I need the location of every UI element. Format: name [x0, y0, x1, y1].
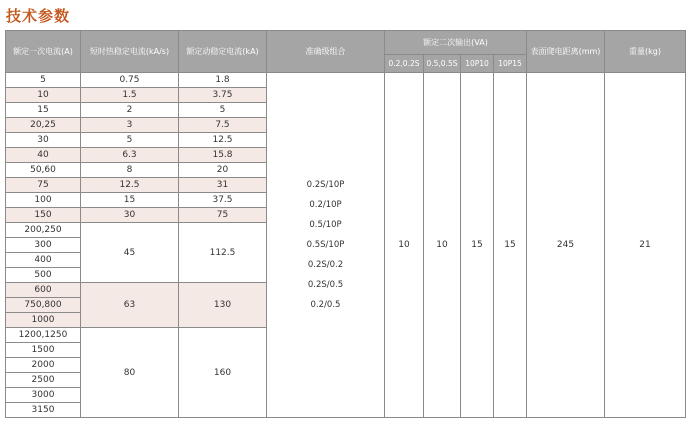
thermal-cell: 12.5: [81, 178, 179, 193]
thermal-cell: 0.75: [81, 73, 179, 88]
header-accuracy-combo: 准确级组合: [267, 31, 385, 73]
accuracy-combo-item: 0.2S/0.2: [307, 260, 344, 270]
thermal-cell: 8: [81, 163, 179, 178]
thermal-group-cell: 80: [81, 328, 179, 418]
dynamic-cell: 75: [179, 208, 267, 223]
dynamic-cell: 5: [179, 103, 267, 118]
output-0.5-value: 10: [424, 73, 461, 418]
current-cell: 10: [6, 88, 81, 103]
header-thermal-current: 短时热稳定电流(kA/s): [81, 31, 179, 73]
dynamic-cell: 7.5: [179, 118, 267, 133]
header-rated-primary-current: 额定一次电流(A): [6, 31, 81, 73]
current-cell: 400: [6, 253, 81, 268]
current-cell: 30: [6, 133, 81, 148]
dynamic-cell: 37.5: [179, 193, 267, 208]
thermal-group-cell: 63: [81, 283, 179, 328]
accuracy-combo-item: 0.2S/0.5: [307, 280, 344, 290]
current-cell: 1000: [6, 313, 81, 328]
current-cell: 5: [6, 73, 81, 88]
header-weight: 重量(kg): [605, 31, 686, 73]
current-cell: 3150: [6, 403, 81, 418]
current-cell: 500: [6, 268, 81, 283]
dynamic-cell: 15.8: [179, 148, 267, 163]
header-rated-secondary-output: 额定二次输出(VA): [385, 31, 527, 55]
header-output-class-10p15: 10P15: [494, 55, 527, 73]
thermal-cell: 3: [81, 118, 179, 133]
current-cell: 600: [6, 283, 81, 298]
dynamic-group-cell: 130: [179, 283, 267, 328]
header-creepage-distance: 表面爬电距离(mm): [527, 31, 605, 73]
current-cell: 1500: [6, 343, 81, 358]
current-cell: 100: [6, 193, 81, 208]
output-0.2-value: 10: [385, 73, 424, 418]
current-cell: 200,250: [6, 223, 81, 238]
thermal-cell: 2: [81, 103, 179, 118]
dynamic-cell: 3.75: [179, 88, 267, 103]
header-output-class-0.5: 0.5,0.5S: [424, 55, 461, 73]
thermal-cell: 6.3: [81, 148, 179, 163]
current-cell: 2500: [6, 373, 81, 388]
dynamic-cell: 31: [179, 178, 267, 193]
accuracy-combo-item: 0.5/10P: [309, 220, 342, 230]
dynamic-cell: 20: [179, 163, 267, 178]
accuracy-combo-list: [267, 73, 385, 418]
current-cell: 20,25: [6, 118, 81, 133]
current-cell: 3000: [6, 388, 81, 403]
current-cell: 40: [6, 148, 81, 163]
accuracy-combo-item: 0.2/10P: [309, 200, 342, 210]
dynamic-group-cell: 112.5: [179, 223, 267, 283]
dynamic-cell: 12.5: [179, 133, 267, 148]
current-cell: 50,60: [6, 163, 81, 178]
thermal-cell: 1.5: [81, 88, 179, 103]
dynamic-group-cell: 160: [179, 328, 267, 418]
table-row: [6, 73, 686, 88]
creepage-value: 245: [527, 73, 605, 418]
thermal-group-cell: 45: [81, 223, 179, 283]
current-cell: 75: [6, 178, 81, 193]
current-cell: 15: [6, 103, 81, 118]
weight-value: 21: [605, 73, 686, 418]
output-10p15-value: 15: [494, 73, 527, 418]
thermal-cell: 30: [81, 208, 179, 223]
accuracy-combo-item: 0.2S/10P: [306, 180, 345, 190]
section-title: 技术参数: [6, 7, 71, 25]
accuracy-combo-item: 0.5S/10P: [306, 240, 345, 250]
current-cell: 1200,1250: [6, 328, 81, 343]
header-dynamic-current: 额定动稳定电流(kA): [179, 31, 267, 73]
current-cell: 750,800: [6, 298, 81, 313]
header-output-class-10p10: 10P10: [461, 55, 494, 73]
thermal-cell: 5: [81, 133, 179, 148]
accuracy-combo-item: 0.2/0.5: [310, 300, 341, 310]
spec-table: [5, 30, 686, 418]
header-output-class-0.2: 0.2,0.2S: [385, 55, 424, 73]
current-cell: 150: [6, 208, 81, 223]
output-10p10-value: 15: [461, 73, 494, 418]
thermal-cell: 15: [81, 193, 179, 208]
current-cell: 2000: [6, 358, 81, 373]
dynamic-cell: 1.8: [179, 73, 267, 88]
current-cell: 300: [6, 238, 81, 253]
